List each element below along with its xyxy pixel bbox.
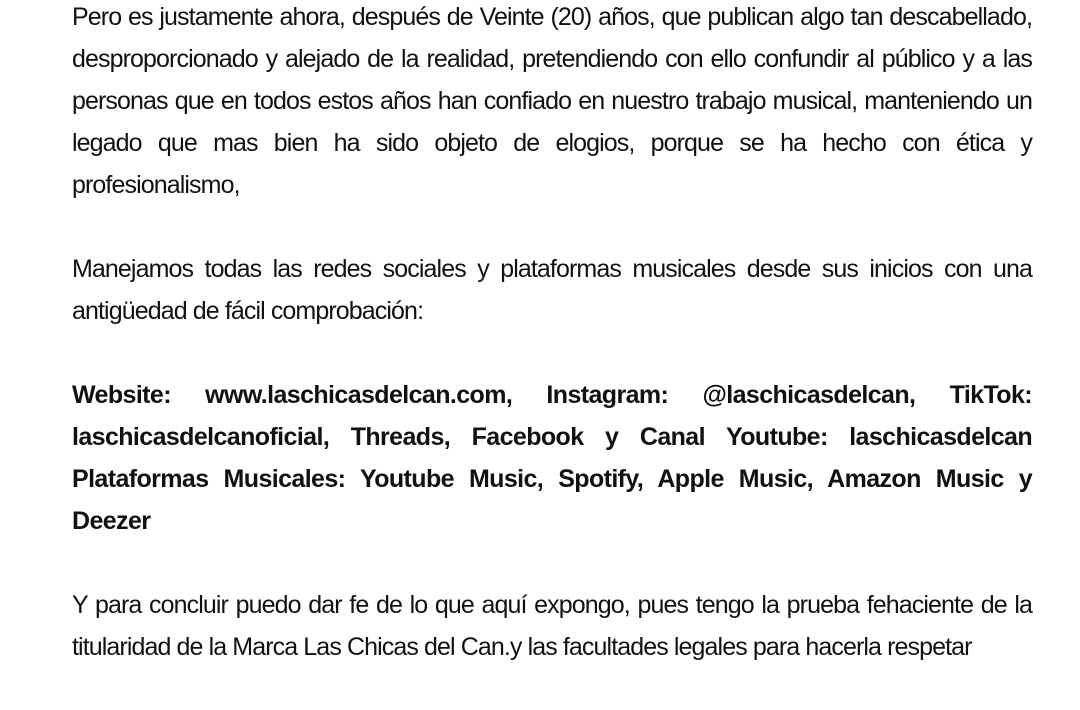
paragraph-social-media-intro: Manejamos todas las redes sociales y plataformas musicales desde sus inicios con una antigüedad de fácil comprobación: [72,255,1032,325]
paragraph-social-media-list: Website: www.laschicasdelcan.com, Instagram: @laschicasdelcan, TikTok: laschicasdelcanoficial, Threads, Facebook y Canal Youtube: laschicasdelcan Plataformas Musicales: Youtube Music, Spotify, Apple Music, Amazon Music y Deezer [72,381,1032,535]
document-page [72,0,1032,710]
paragraph-publication-criticism: Pero es justamente ahora, después de Veinte (20) años, que publican algo tan descabellado, desproporcionado y alejado de la realidad, pretendiendo con ello confundir al público y a las personas que en todos estos años han confiado en nuestro trabajo musical, manteniendo un legado que mas bien ha sido objeto de elogios, porque se ha hecho con ética y profesionalismo, [72,3,1032,199]
paragraph-conclusion: Y para concluir puedo dar fe de lo que aquí expongo, pues tengo la prueba fehaciente de la titularidad de la Marca Las Chicas del Can.y las facultades legales para hacerla respetar [72,591,1032,661]
